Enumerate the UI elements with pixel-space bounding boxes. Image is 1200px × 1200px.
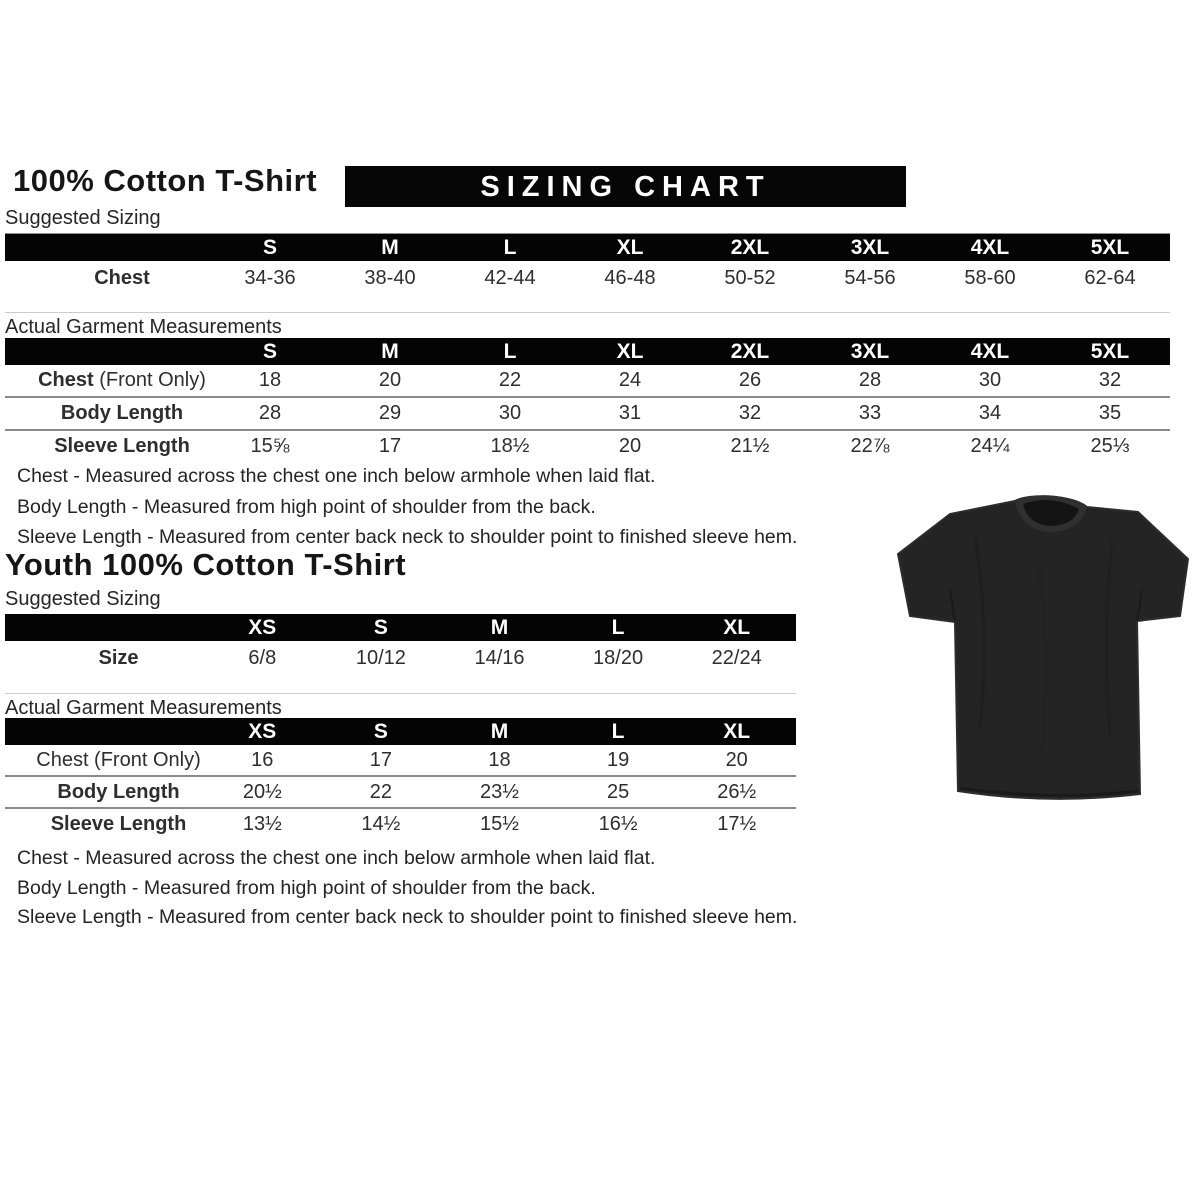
row-label bbox=[5, 745, 203, 776]
measurement-value: 19 bbox=[606, 748, 630, 771]
size-column-header: S bbox=[373, 719, 388, 743]
measurement-value: 16 bbox=[251, 748, 274, 771]
measurement-value: 30 bbox=[978, 369, 1002, 391]
measurement-value: 54-56 bbox=[844, 267, 896, 289]
note-line: Chest - Measured across the chest one inch below armhole when laid flat. bbox=[17, 847, 656, 869]
measurement-value: 17 bbox=[330, 430, 450, 462]
measurement-value: 25⅓ bbox=[1050, 430, 1170, 462]
youth-suggested-sizing-table bbox=[5, 614, 796, 676]
row-label bbox=[5, 261, 210, 296]
size-column-header: 4XL bbox=[970, 339, 1010, 363]
measurement-value: 14/16 bbox=[474, 647, 525, 669]
measurement-value: 28 bbox=[210, 397, 330, 430]
measurement-value: 34 bbox=[930, 397, 1050, 430]
note-line: Body Length - Measured from high point of shoulder from the back. bbox=[17, 495, 596, 518]
black-tshirt-photo bbox=[890, 474, 1195, 809]
row-label-bold: Chest bbox=[38, 369, 94, 391]
size-column-header: L bbox=[503, 235, 517, 259]
size-column-header: XS bbox=[248, 615, 277, 639]
measurement-value: 46-48 bbox=[604, 267, 656, 289]
measurement-value: 24 bbox=[618, 369, 642, 391]
sizing-chart-banner: SIZING CHART bbox=[345, 166, 906, 207]
size-column-header: L bbox=[503, 339, 517, 363]
measurement-value: 23½ bbox=[440, 776, 559, 808]
size-header-row bbox=[5, 234, 1170, 261]
youth-suggested-sizing-label: Suggested Sizing bbox=[5, 588, 796, 616]
measurement-value: 14½ bbox=[322, 808, 441, 839]
header-spacer bbox=[5, 614, 203, 641]
row-label bbox=[5, 641, 203, 676]
row-label-bold: Chest bbox=[94, 267, 150, 289]
adult-actual-measurements-label: Actual Garment Measurements bbox=[5, 312, 1170, 339]
size-column-header: XS bbox=[248, 719, 277, 743]
row-label bbox=[5, 397, 210, 430]
measurement-value: 20 bbox=[378, 369, 402, 391]
note-line: Chest - Measured across the chest one inch below armhole when laid flat. bbox=[17, 465, 656, 487]
measurement-value: 28 bbox=[858, 369, 882, 391]
table-row bbox=[5, 430, 1170, 462]
size-column-header: S bbox=[262, 339, 277, 363]
youth-actual-measurements-label: Actual Garment Measurements bbox=[5, 693, 796, 720]
row-label-bold: Sleeve Length bbox=[54, 435, 190, 457]
row-label-bold: Sleeve Length bbox=[50, 812, 187, 835]
measurement-value: 21½ bbox=[690, 430, 810, 462]
measurement-value: 25 bbox=[559, 776, 678, 808]
measurement-value: 22 bbox=[498, 369, 522, 391]
measurement-value: 32 bbox=[690, 397, 810, 430]
youth-measurement-notes bbox=[17, 844, 797, 933]
size-column-header: 3XL bbox=[850, 339, 890, 363]
table-row bbox=[5, 776, 796, 808]
row-label-bold: Body Length bbox=[60, 402, 184, 424]
size-column-header: M bbox=[490, 615, 509, 639]
size-column-header: 3XL bbox=[850, 235, 890, 259]
measurement-value: 26½ bbox=[677, 776, 796, 808]
size-column-header: M bbox=[490, 719, 509, 743]
row-label-rest: Chest (Front Only) bbox=[36, 748, 201, 771]
table-row bbox=[5, 808, 796, 839]
table-row bbox=[5, 397, 1170, 430]
table-row bbox=[5, 641, 796, 676]
header-spacer bbox=[5, 338, 210, 365]
size-header-row bbox=[5, 718, 796, 745]
size-column-header: XL bbox=[723, 719, 751, 743]
table-row bbox=[5, 365, 1170, 397]
measurement-value: 58-60 bbox=[964, 267, 1016, 289]
youth-section-title: Youth 100% Cotton T-Shirt bbox=[5, 547, 407, 582]
size-column-header: 5XL bbox=[1090, 235, 1130, 259]
adult-actual-measurements-table bbox=[5, 338, 1170, 462]
note-line: Sleeve Length - Measured from center back neck to shoulder point to finished sleeve hem. bbox=[17, 526, 798, 548]
size-column-header: 2XL bbox=[730, 235, 770, 259]
measurement-value: 17 bbox=[369, 748, 393, 771]
adult-section-title: 100% Cotton T-Shirt bbox=[13, 163, 318, 198]
note-line: Body Length - Measured from high point of shoulder from the back. bbox=[17, 876, 596, 899]
measurement-value: 20½ bbox=[203, 776, 322, 808]
measurement-value: 32 bbox=[1098, 369, 1122, 391]
size-column-header: XL bbox=[616, 235, 644, 259]
measurement-value: 26 bbox=[738, 369, 762, 391]
measurement-value: 62-64 bbox=[1084, 267, 1136, 289]
measurement-value: 33 bbox=[810, 397, 930, 430]
size-column-header: XL bbox=[723, 615, 751, 639]
measurement-value: 35 bbox=[1050, 397, 1170, 430]
measurement-value: 22 bbox=[322, 776, 441, 808]
header-spacer bbox=[5, 234, 210, 261]
size-column-header: M bbox=[381, 235, 399, 259]
measurement-value: 29 bbox=[330, 397, 450, 430]
measurement-value: 18 bbox=[258, 369, 282, 391]
measurement-value: 10/12 bbox=[355, 647, 406, 669]
measurement-value: 16½ bbox=[559, 808, 678, 839]
measurement-value: 30 bbox=[450, 397, 570, 430]
size-header-row bbox=[5, 338, 1170, 365]
measurement-value: 13½ bbox=[203, 808, 322, 839]
row-label-rest: (Front Only) bbox=[93, 369, 206, 391]
measurement-value: 22/24 bbox=[711, 647, 762, 669]
table-row bbox=[5, 261, 1170, 296]
measurement-value: 17½ bbox=[677, 808, 796, 839]
header-spacer bbox=[5, 718, 203, 745]
size-column-header: M bbox=[381, 339, 399, 363]
measurement-value: 15⅝ bbox=[210, 430, 330, 462]
size-column-header: L bbox=[611, 615, 625, 639]
row-label bbox=[5, 365, 210, 397]
measurement-value: 22⅞ bbox=[810, 430, 930, 462]
adult-suggested-sizing-table bbox=[5, 234, 1170, 296]
size-column-header: S bbox=[262, 235, 277, 259]
size-column-header: 2XL bbox=[730, 339, 770, 363]
measurement-value: 20 bbox=[725, 748, 748, 771]
measurement-value: 18 bbox=[488, 748, 511, 771]
measurement-value: 24¼ bbox=[930, 430, 1050, 462]
size-column-header: L bbox=[611, 719, 625, 743]
size-header-row bbox=[5, 614, 796, 641]
note-line: Sleeve Length - Measured from center back neck to shoulder point to finished sleeve hem. bbox=[17, 906, 798, 928]
measurement-value: 42-44 bbox=[484, 267, 536, 289]
measurement-value: 6/8 bbox=[248, 647, 277, 669]
youth-actual-measurements-table bbox=[5, 718, 796, 839]
row-label-bold: Size bbox=[98, 647, 139, 669]
measurement-value: 18/20 bbox=[593, 647, 644, 669]
size-column-header: XL bbox=[616, 339, 644, 363]
measurement-value: 34-36 bbox=[244, 267, 296, 289]
measurement-value: 15½ bbox=[440, 808, 559, 839]
measurement-value: 18½ bbox=[450, 430, 570, 462]
size-column-header: 5XL bbox=[1090, 339, 1130, 363]
row-label bbox=[5, 808, 203, 839]
adult-suggested-sizing-label: Suggested Sizing bbox=[5, 207, 1170, 235]
row-label bbox=[5, 430, 210, 462]
adult-measurement-notes bbox=[17, 461, 797, 553]
measurement-value: 50-52 bbox=[724, 267, 776, 289]
size-column-header: 4XL bbox=[970, 235, 1010, 259]
row-label bbox=[5, 776, 203, 808]
size-column-header: S bbox=[373, 615, 388, 639]
table-row bbox=[5, 745, 796, 776]
row-label-bold: Body Length bbox=[57, 780, 180, 803]
measurement-value: 38-40 bbox=[364, 267, 416, 289]
measurement-value: 31 bbox=[570, 397, 690, 430]
measurement-value: 20 bbox=[570, 430, 690, 462]
